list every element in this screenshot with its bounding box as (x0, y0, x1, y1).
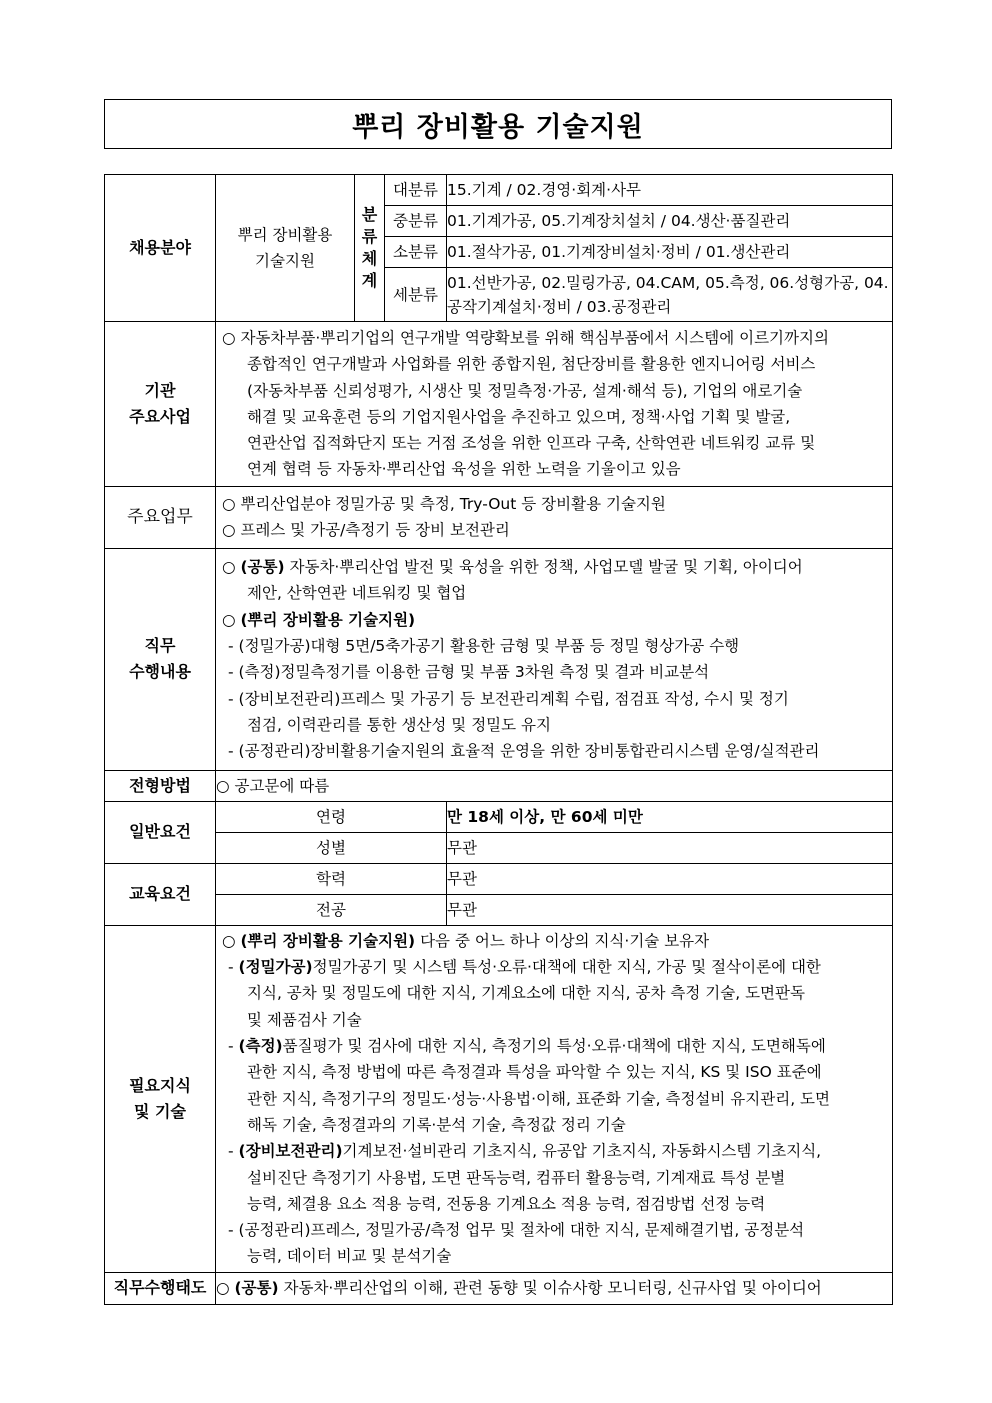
knowledge-intro: ○ (뿌리 장비활용 기술지원) 다음 중 어느 하나 이상의 지식·기술 보유자 (222, 931, 710, 950)
attitude-head: (공통) (234, 1279, 279, 1298)
business-line: 종합적인 연구개발과 사업화를 위한 종합지원, 첨단장비를 활용한 엔지니어링 서비스 (247, 355, 816, 374)
tasks-common-text-cont: 제안, 산학연관 네트워킹 및 협업 (247, 584, 467, 603)
sex-value: 무관 (447, 832, 893, 863)
knowledge-precision-cont: 및 제품검사 기술 (247, 1010, 362, 1029)
business-line: 연계 협력 등 자동차·뿌리산업 육성을 위한 노력을 기울이고 있음 (247, 460, 681, 479)
knowledge-item-precision: - (정밀가공)정밀가공기 및 시스템 특성·오류·대책에 대한 지식, 가공 및 절삭이론에 대한 (228, 958, 821, 977)
knowledge-maintenance-cont: 설비진단 측정기기 사용법, 도면 판독능력, 컴퓨터 활용능력, 기계재료 특성 분별 (247, 1168, 786, 1187)
major-class-label: 대분류 (385, 175, 447, 206)
business-label-line2: 주요사업 (129, 406, 191, 426)
business-line: 연관산업 집적화단지 또는 거점 조성을 위한 인프라 구축, 산학연관 네트워킹 교류 및 (247, 434, 816, 453)
tasks-label (105, 548, 216, 770)
degree-value: 무관 (447, 863, 893, 894)
tasks-common-text: 자동차·뿌리산업 발전 및 육성을 위한 정책, 사업모델 발굴 및 기획, 아이디어 (284, 558, 803, 577)
tasks-section-head: (뿌리 장비활용 기술지원) (240, 610, 416, 629)
business-label (105, 322, 216, 487)
tasks-section-line: ○ (뿌리 장비활용 기술지원) (222, 610, 416, 629)
page-title-box (104, 99, 892, 149)
sex-label: 성별 (216, 832, 447, 863)
knowledge-measure-head: (측정) (238, 1037, 283, 1056)
selection-label: 전형방법 (105, 770, 216, 801)
major-value: 무관 (447, 894, 893, 925)
field-name-line1: 뿌리 장비활용 (237, 226, 333, 244)
knowledge-measure-cont: 관한 지식, 측정기구의 정밀도·성능·사용법·이해, 표준화 기술, 측정설비 유지관리, 도면 (247, 1089, 830, 1108)
system-char-3: 체 (361, 249, 378, 268)
knowledge-content (216, 925, 893, 1272)
task-item-cont: 점검, 이력관리를 통한 생산성 및 정밀도 유지 (247, 715, 552, 734)
tasks-common-line: ○ (공통) 자동차·뿌리산업 발전 및 육성을 위한 정책, 사업모델 발굴 및 기획, 아이디어 (222, 558, 803, 577)
selection-value: ○ 공고문에 따름 (216, 770, 893, 801)
education-label: 교육요건 (105, 863, 216, 925)
knowledge-measure-text: 품질평가 및 검사에 대한 지식, 측정기의 특성·오류·대책에 대한 지식, 도면해독에 (282, 1037, 826, 1056)
business-line: (자동차부품 신뢰성평가, 시생산 및 정밀측정·가공, 설계·해석 등), 기업의 애로기술 (247, 381, 803, 400)
task-item: - (공정관리)장비활용기술지원의 효율적 운영을 위한 장비통합관리시스템 운영/실적관리 (228, 742, 820, 761)
major-class-value: 15.기계 / 02.경영·회계·사무 (447, 175, 893, 206)
knowledge-item-maintenance: - (장비보전관리)기계보전·설비관리 기초지식, 유공압 기초지식, 자동화시스템 기초지식, (228, 1142, 822, 1161)
knowledge-label (105, 925, 216, 1272)
middle-class-value: 01.기계가공, 05.기계장치설치 / 04.생산·품질관리 (447, 206, 893, 237)
knowledge-measure-cont: 관한 지식, 측정 방법에 따른 측정결과 특성을 파악할 수 있는 지식, KS 및 ISO 표준에 (247, 1063, 822, 1082)
duty-line: ○ 프레스 및 가공/측정기 등 장비 보전관리 (222, 521, 510, 540)
task-item: - (측정)정밀측정기를 이용한 금형 및 부품 3차원 측정 및 결과 비교분석 (228, 663, 710, 682)
attitude-value: ○ (공통) 자동차·뿌리산업의 이해, 관련 동향 및 이슈사항 모니터링, 신규사업 및 아이디어 (216, 1272, 893, 1304)
page-title: 뿌리 장비활용 기술지원 (352, 111, 644, 143)
knowledge-precision-text: 정밀가공기 및 시스템 특성·오류·대책에 대한 지식, 가공 및 절삭이론에 대한 (312, 958, 821, 977)
duties-content (216, 486, 893, 548)
attitude-label: 직무수행태도 (105, 1272, 216, 1304)
field-name (216, 175, 355, 322)
system-char-2: 류 (361, 227, 378, 246)
knowledge-maintenance-text: 기계보전·설비관리 기초지식, 유공압 기초지식, 자동화시스템 기초지식, (342, 1142, 822, 1161)
business-line: 해결 및 교육훈련 등의 기업지원사업을 추진하고 있으며, 정책·사업 기획 및 발굴, (247, 407, 791, 426)
business-content (216, 322, 893, 487)
tasks-common-head: (공통) (240, 558, 285, 577)
system-char-1: 분 (361, 205, 378, 224)
sub-class-line2: 공작기계설치·정비 / 03.공정관리 (447, 297, 672, 316)
classification-system-label (355, 175, 385, 322)
sub-class-line1: 01.선반가공, 02.밀링가공, 04.CAM, 05.측정, 06.성형가공, 04. (447, 273, 889, 292)
knowledge-maintenance-head: (장비보전관리) (238, 1142, 343, 1161)
job-description-table (104, 174, 893, 1305)
minor-class-value: 01.절삭가공, 01.기계장비설치·정비 / 01.생산관리 (447, 237, 893, 268)
knowledge-precision-head: (정밀가공) (238, 958, 313, 977)
minor-class-label: 소분류 (385, 237, 447, 268)
tasks-content (216, 548, 893, 770)
field-name-line2: 기술지원 (255, 252, 315, 270)
age-value: 만 18세 이상, 만 60세 미만 (447, 801, 893, 832)
knowledge-label-line1: 필요지식 (129, 1075, 191, 1095)
knowledge-measure-cont: 해독 기술, 측정결과의 기록·분석 기술, 측정값 정리 기술 (247, 1115, 626, 1134)
middle-class-label: 중분류 (385, 206, 447, 237)
degree-label: 학력 (216, 863, 447, 894)
sub-class-value (447, 268, 893, 322)
tasks-label-line2: 수행내용 (129, 662, 191, 682)
knowledge-item-process: - (공정관리)프레스, 정밀가공/측정 업무 및 절차에 대한 지식, 문제해결기법, 공정분석 (228, 1221, 805, 1240)
sub-class-label: 세분류 (385, 268, 447, 322)
knowledge-process-cont: 능력, 데이터 비교 및 분석기술 (247, 1247, 452, 1266)
attitude-text: 자동차·뿌리산업의 이해, 관련 동향 및 이슈사항 모니터링, 신규사업 및 아이디어 (278, 1279, 822, 1298)
knowledge-precision-cont: 지식, 공차 및 정밀도에 대한 지식, 기계요소에 대한 지식, 공차 측정 기술, 도면판독 (247, 984, 805, 1003)
general-label: 일반요건 (105, 801, 216, 863)
business-label-line1: 기관 (144, 380, 176, 400)
tasks-label-line1: 직무 (144, 636, 176, 656)
knowledge-intro-text: 다음 중 어느 하나 이상의 지식·기술 보유자 (415, 931, 710, 950)
knowledge-label-line2: 및 기술 (134, 1101, 186, 1121)
knowledge-item-measure: - (측정)품질평가 및 검사에 대한 지식, 측정기의 특성·오류·대책에 대한 지식, 도면해독에 (228, 1037, 826, 1056)
system-char-4: 계 (361, 271, 378, 290)
task-item: - (정밀가공)대형 5면/5축가공기 활용한 금형 및 부품 등 정밀 형상가공 수행 (228, 636, 740, 655)
age-label: 연령 (216, 801, 447, 832)
knowledge-maintenance-cont: 능력, 체결용 요소 적용 능력, 전동용 기계요소 적용 능력, 점검방법 선정 능력 (247, 1194, 766, 1213)
field-label: 채용분야 (105, 175, 216, 322)
duties-label: 주요업무 (105, 486, 216, 548)
major-label: 전공 (216, 894, 447, 925)
business-line: ○ 자동차부품·뿌리기업의 연구개발 역량확보를 위해 핵심부품에서 시스템에 이르기까지의 (222, 329, 829, 347)
task-item: - (장비보전관리)프레스 및 가공기 등 보전관리계획 수립, 점검표 작성, 수시 및 정기 (228, 689, 789, 708)
duty-line: ○ 뿌리산업분야 정밀가공 및 측정, Try-Out 등 장비활용 기술지원 (222, 494, 666, 513)
knowledge-intro-head: (뿌리 장비활용 기술지원) (240, 931, 416, 950)
